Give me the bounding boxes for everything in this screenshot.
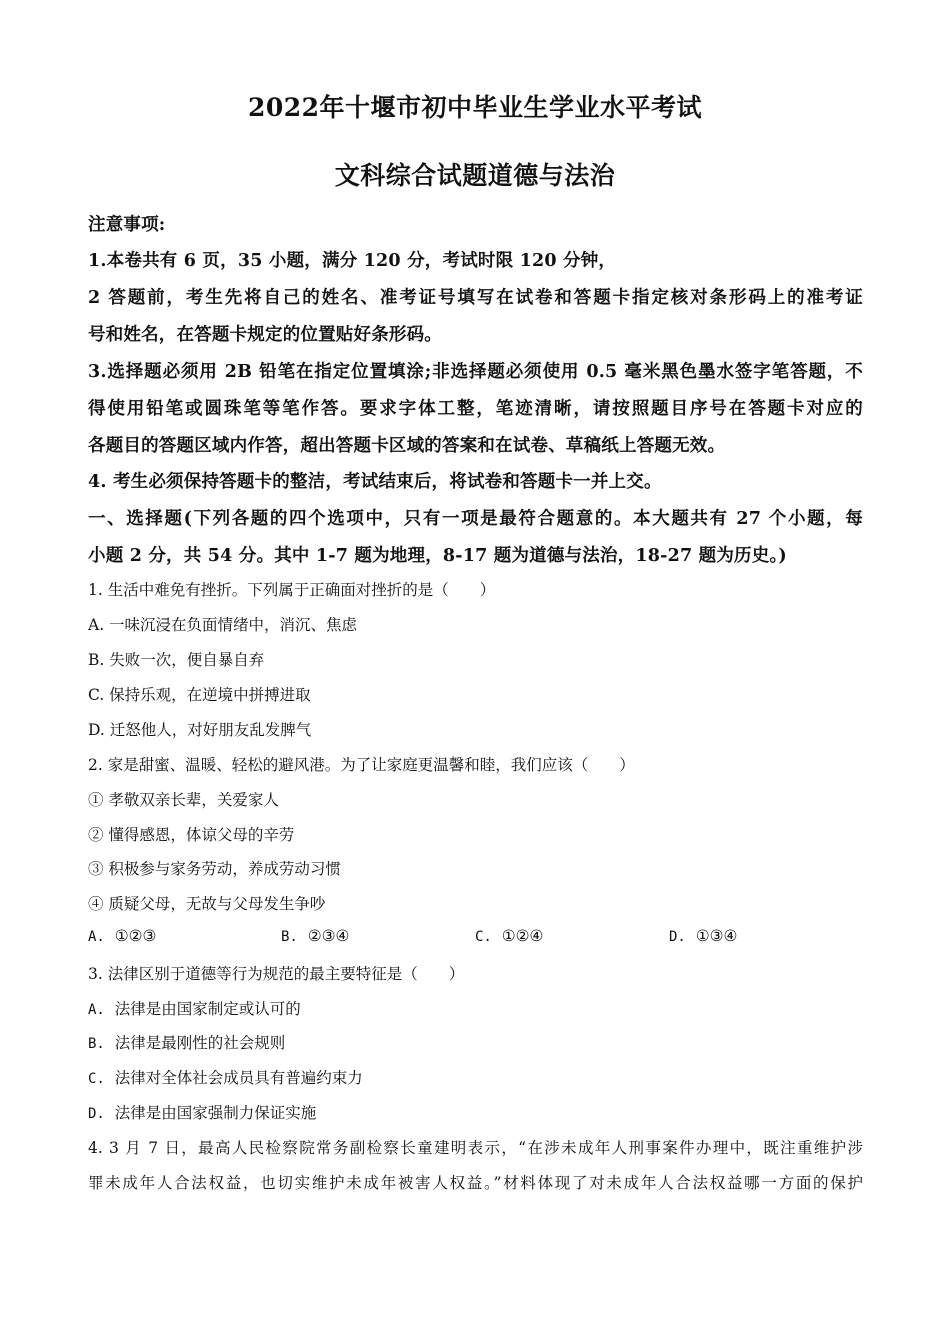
question-2-choice-d <box>669 927 737 945</box>
option-text: 法律是由国家强制力保证实施 <box>114 1104 317 1122</box>
choice-text: ①②③ <box>114 927 157 945</box>
choice-text: ①③④ <box>695 927 738 945</box>
question-2-item: ③ 积极参与家务劳动，养成劳动习惯 <box>88 860 341 878</box>
notice-heading: 注意事项: <box>88 215 166 235</box>
notice-line: 各题目的答题区域内作答，超出答题卡区域的答案和在试卷、草稿纸上答题无效。 <box>88 436 726 456</box>
section-instruction: 小题 2 分，共 54 分。其中 1-7 题为地理，8-17 题为道德与法治，18-27 题为历史。) <box>88 546 787 566</box>
question-2-item: ④ 质疑父母，无故与父母发生争吵 <box>88 895 326 913</box>
question-1-option-c: C. 保持乐观，在逆境中拼搏进取 <box>88 686 311 704</box>
notice-line: 3.选择题必须用 2B 铅笔在指定位置填涂;非选择题必须使用 0.5 毫米黑色墨水签字笔答题，不 <box>88 362 863 382</box>
question-2-item: ① 孝敬双亲长辈，关爱家人 <box>88 791 279 809</box>
choice-letter: D. <box>669 929 686 945</box>
question-1-option-b: B. 失败一次，便自暴自弃 <box>88 651 265 669</box>
notice-line: 得使用铅笔或圆珠笔等笔作答。要求字体工整，笔迹清晰，请按照题目序号在答题卡对应的 <box>88 399 863 419</box>
question-3-option-a <box>88 997 863 1019</box>
question-3-option-d <box>88 1101 863 1123</box>
question-1-option-a: A. 一味沉浸在负面情绪中，消沉、焦虑 <box>88 616 358 634</box>
question-1-option-d: D. 迁怒他人，对好朋友乱发脾气 <box>88 721 312 739</box>
exam-subtitle: 文科综合试题道德与法治 <box>334 161 616 190</box>
question-4-stem: 罪未成年人合法权益，也切实维护未成年被害人权益。”材料体现了对未成年人合法权益哪一方面的保护 <box>88 1174 863 1192</box>
notice-line: 4. 考生必须保持答题卡的整洁，考试结束后，将试卷和答题卡一并上交。 <box>88 472 662 492</box>
option-letter: B. <box>88 1036 105 1052</box>
question-2-item: ② 懂得感恩，体谅父母的辛劳 <box>88 826 295 844</box>
option-text: 法律是最刚性的社会规则 <box>114 1034 286 1052</box>
choice-text: ②③④ <box>307 927 350 945</box>
choice-letter: A. <box>88 929 105 945</box>
exam-title: 2022年十堰市初中毕业生学业水平考试 <box>247 93 703 122</box>
question-2-choice-a <box>88 927 156 945</box>
option-letter: C. <box>88 1071 105 1087</box>
option-text: 法律对全体社会成员具有普遍约束力 <box>114 1069 363 1087</box>
choice-text: ①②④ <box>501 927 544 945</box>
notice-line: 1.本卷共有 6 页，35 小题，满分 120 分，考试时限 120 分钟， <box>88 251 617 271</box>
question-3-option-b <box>88 1031 863 1053</box>
question-4-stem: 4. 3 月 7 日，最高人民检察院常务副检察长童建明表示，“在涉未成年人刑事案件办理中，既注重维护涉 <box>88 1139 863 1157</box>
option-letter: D. <box>88 1106 105 1122</box>
section-instruction: 一、选择题(下列各题的四个选项中，只有一项是最符合题意的。本大题共有 27 个小题，每 <box>88 509 863 529</box>
question-3-option-c <box>88 1066 863 1088</box>
question-2-choice-c <box>475 927 543 945</box>
choice-letter: C. <box>475 929 492 945</box>
question-2-choices <box>88 927 863 949</box>
question-1-stem: 1. 生活中难免有挫折。下列属于正确面对挫折的是（ ） <box>88 581 496 599</box>
question-2-choice-b <box>281 927 349 945</box>
option-letter: A. <box>88 1002 105 1018</box>
notice-line: 号和姓名，在答题卡规定的位置贴好条形码。 <box>88 325 442 345</box>
notice-line: 2 答题前，考生先将自己的姓名、准考证号填写在试卷和答题卡指定核对条形码上的准考证 <box>88 288 863 308</box>
option-text: 法律是由国家制定或认可的 <box>114 1000 301 1018</box>
question-3-stem: 3. 法律区别于道德等行为规范的最主要特征是（ ） <box>88 965 465 983</box>
question-2-stem: 2. 家是甜蜜、温暖、轻松的避风港。为了让家庭更温馨和睦，我们应该（ ） <box>88 756 635 774</box>
choice-letter: B. <box>281 929 298 945</box>
